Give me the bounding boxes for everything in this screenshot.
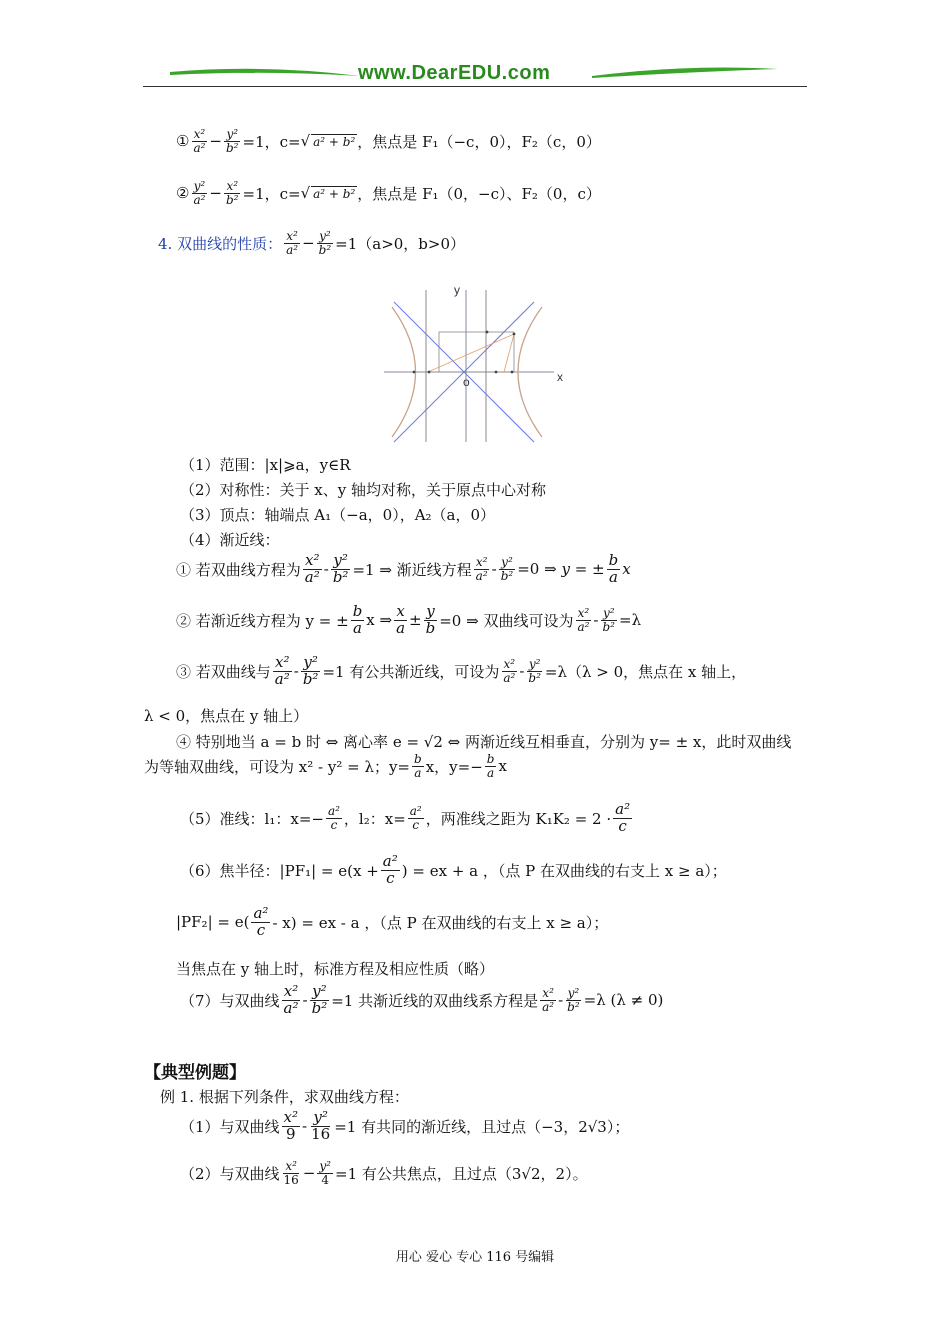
property-6-focal-radius: （6）焦半径：|PF₁| = e(x + $\frac{\text{a²}}{c}$ ) = ex + a ，（点 P 在双曲线的右支上 x ≥ a）； <box>180 852 727 887</box>
section-4-heading: 4. 双曲线的性质： $\frac{\text{x²}}{\text{a²}}$ − $\frac{\text{y²}}{\text{b²}}$ =1（a>0，b>0） <box>158 229 466 257</box>
right-wing-decoration <box>592 66 778 80</box>
property-2: （2）对称性：关于 x、y 轴均对称，关于原点中心对称 <box>180 481 547 499</box>
property-6-note: 当焦点在 y 轴上时，标准方程及相应性质（略） <box>176 960 495 978</box>
header-rule <box>143 86 807 87</box>
asymptote-rule-3-cont: λ < 0，焦点在 y 轴上） <box>144 707 309 725</box>
asymptote-rule-4-cont: 为等轴双曲线，可设为 x² - y² = λ；y= $\frac{b}{a}$ x，y=− $\frac{b}{a}$ x <box>144 752 507 780</box>
property-3: （3）顶点：轴端点 A₁（−a，0），A₂（a，0） <box>180 506 496 524</box>
page-footer: 用心 爱心 专心 116 号编辑 <box>395 1250 555 1265</box>
property-7: （7）与双曲线 $\frac{\text{x²}}{\text{a²}}$ - $\frac{\text{y²}}{\text{b²}}$ =1 共渐近线的双曲线系方程是 $\frac{\text{x²}}{\text{a²}}$ - $\frac{\text{y²}}{\text{b²}}$ =λ (λ ≠ 0) <box>180 982 664 1017</box>
asymptote-rule-1: ① 若双曲线方程为 $\frac{\text{x²}}{\text{a²}}$ - $\frac{\text{y²}}{\text{b²}}$ =1 ⇒ 渐近线方程 $\frac{\text{x²}}{\text{a²}}$ - $\frac{\text{y²}}{\text{b²}}$ =0 ⇒ y = ± $\frac{b}{a}$ x <box>176 551 631 586</box>
equation-2: ② $\frac{\text{y²}}{\text{a²}}$ − $\frac{\text{x²}}{\text{b²}}$ =1，c= √ a² + b² ，焦点是 F₁（0，−c）、F₂（0，c） <box>176 179 601 207</box>
asymptote-rule-3: ③ 若双曲线与 $\frac{\text{x²}}{\text{a²}}$ - $\frac{\text{y²}}{\text{b²}}$ =1 有公共渐近线，可设为 $\frac{\text{x²}}{\text{a²}}$ - $\frac{\text{y²}}{\text{b²}}$ =λ（λ > 0，焦点在 x 轴上， <box>176 653 747 688</box>
y-axis-label: y <box>454 283 460 297</box>
examples-title: 【典型例题】 <box>144 1063 246 1083</box>
origin-label: o <box>463 375 470 389</box>
property-1: （1）范围：|x|⩾a，y∈R <box>180 456 351 474</box>
property-4: （4）渐近线： <box>180 531 280 549</box>
property-6-focal-radius-2: |PF₂| = e( $\frac{\text{a²}}{c}$ - x) = ex - a ，（点 P 在双曲线的右支上 x ≥ a）； <box>176 904 609 939</box>
example-1-intro: 例 1. 根据下列条件，求双曲线方程： <box>160 1088 409 1106</box>
hyperbola-figure <box>384 282 569 444</box>
auxiliary-rect <box>439 332 514 372</box>
example-1-question-1: （1）与双曲线 $\frac{\text{x²}}{9}$ - $\frac{\text{y²}}{16}$ =1 有共同的渐近线，且过点（−3，2√3）； <box>180 1108 630 1143</box>
property-5-directrix: （5）准线：l₁：x=− $\frac{\text{a²}}{c}$ ，l₂：x= $\frac{\text{a²}}{c}$ ，两准线之距为 K₁K₂ = 2 · $\frac{\text{a²}}{c}$ <box>180 800 631 835</box>
left-wing-decoration <box>170 66 360 80</box>
example-1-question-2: （2）与双曲线 $\frac{\text{x²}}{16}$ − $\frac{\text{y²}}{4}$ =1 有公共焦点，且过点（3√2，2）。 <box>180 1159 588 1187</box>
equation-1: ① $\frac{\text{x²}}{\text{a²}}$ − $\frac{\text{y²}}{\text{b²}}$ =1，c= √ a² + b² ，焦点是 F₁（−c，0），F₂（c，0） <box>176 127 601 155</box>
asymptote-rule-4: ④ 特别地当 a = b 时 ⇔ 离心率 e = √2 ⇔ 两渐近线互相垂直，分别为 y= ± x，此时双曲线 <box>176 733 792 751</box>
focal-line <box>428 334 514 372</box>
asymptote-rule-2: ② 若渐近线方程为 y = ± $\frac{b}{a}$ x ⇒ $\frac{x}{a}$ ± $\frac{y}{b}$ =0 ⇒ 双曲线可设为 $\frac{\text{x²}}{\text{a²}}$ - $\frac{\text{y²}}{\text{b²}}$ =λ <box>176 602 642 637</box>
site-logo: www.DearEDU.com <box>358 62 551 84</box>
x-axis-label: x <box>557 370 563 384</box>
